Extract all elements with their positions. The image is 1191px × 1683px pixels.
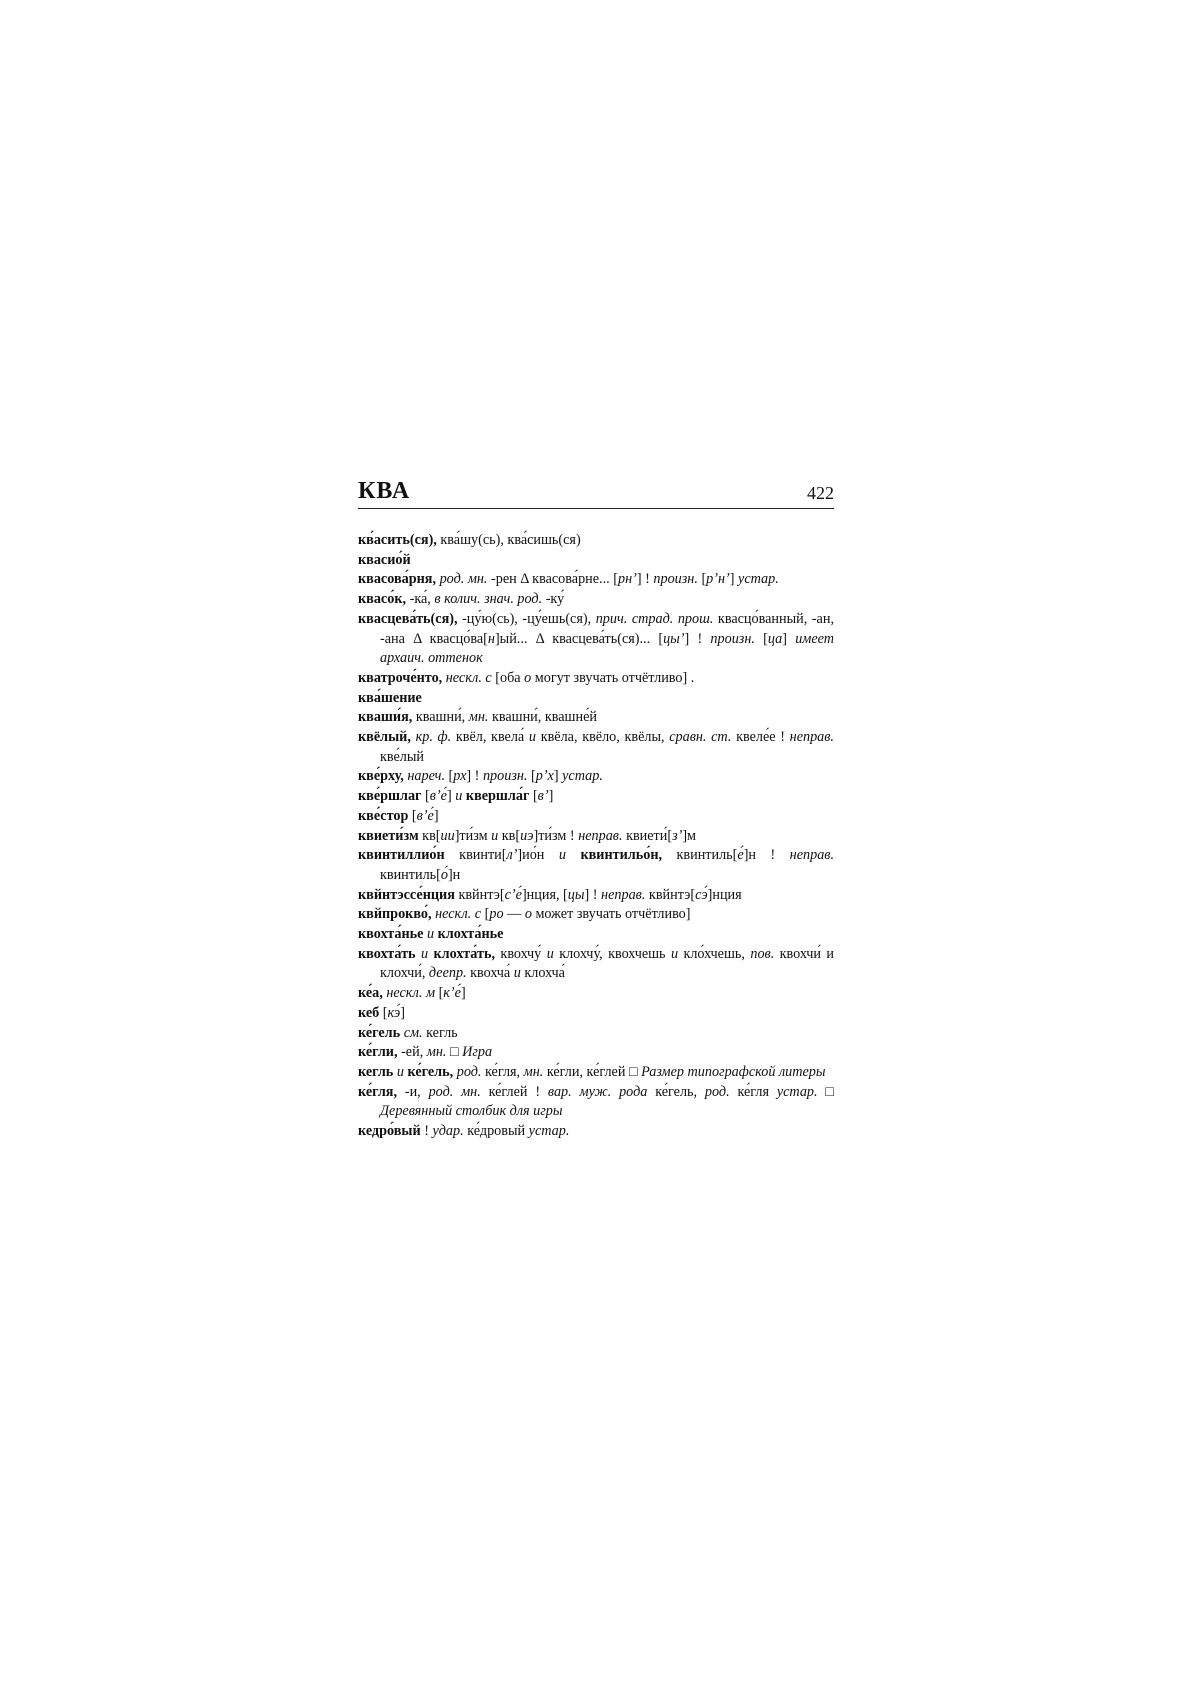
dictionary-entry: ке́гель см. кегль (358, 1024, 458, 1041)
dictionary-entry: квохта́ть и клохта́ть, квохчу́ и клохчу́, квохчешь и кло́хчешь, пов. квохчи́ и клохчи́, деепр. квохча́ и клохча́ (358, 945, 835, 982)
dictionary-entry: квиети́зм кв[ии]ти́зм и кв[иэ]ти́зм ! неправ. квиети́[зʼ]м (358, 827, 697, 844)
dictionary-entry: кв́асить(ся), ква́шу(сь), ква́сишь(ся) (358, 532, 581, 548)
dictionary-entry: кве́стор [вʼе́] (358, 807, 439, 824)
page-number: 422 (807, 483, 834, 503)
page-header (358, 478, 834, 509)
dictionary-entry: квёлый, кр. ф. квёл, квела́ и квёла, квёло, квёлы, сравн. ст. квеле́е ! неправ. кве́лый (358, 729, 834, 765)
dictionary-entry: кваши́я, квашни́, мн. квашни́, квашне́й (358, 709, 597, 726)
dictionary-entry: квасио́й (358, 551, 411, 568)
dictionary-entry: ке́а, нескл. м [кʼе́] (358, 985, 466, 1002)
dictionary-entry: кве́ршлаг [вʼе́] и квершла́г [вʼ] (358, 788, 554, 805)
running-head: КВА (358, 478, 411, 504)
dictionary-entry: квасова́рня, род. мн. -рен Δ квасова́рне... [рнʼ] ! произн. [рʼнʼ] устар. (358, 571, 779, 588)
dictionary-entry: квйнтэссе́нция квйнтэ[сʼе́]нция, [цы] ! неправ. квйнтэ[сэ́]нция (358, 886, 742, 903)
dictionary-entry: кедро́вый ! удар. ке́дровый устар. (358, 1123, 570, 1140)
dictionary-entry: квинтиллио́н квинти[лʼ]ио́н и квинтильо́н, квинтиль[е́]н ! неправ. квинтиль[о́]н (358, 847, 834, 883)
dictionary-entry: квасцева́ть(ся), -цу́ю(сь), -цу́ешь(ся), прич. страд. прош. квасцо́ванный, -ан, -ана Δ квасцо́ва[н]ый... Δ квасцева́ть(ся)... [цыʼ] ! произн. [ца] имеет архаич. оттенок (358, 610, 834, 667)
dictionary-entry: кеб [кэ́] (358, 1004, 405, 1021)
dictionary-entry: кватроче́нто, нескл. с [оба о могут звучать отчётливо] . (358, 669, 695, 686)
dictionary-page (358, 478, 834, 1142)
dictionary-entry: квйпрокво́, нескл. с [ро — о может звучать отчётливо] (358, 906, 691, 923)
dictionary-entry: кегль и ке́гель, род. ке́гля, мн. ке́гли, ке́глей □ Размер типографской литеры (358, 1063, 826, 1080)
dictionary-entry: кве́рху, нареч. [рх] ! произн. [рʼх] устар. (358, 768, 603, 785)
entries-list (358, 531, 834, 1142)
dictionary-entry: квасо́к, -ка́, в колич. знач. род. -ку́ (358, 591, 565, 608)
dictionary-entry: ква́шение (358, 689, 422, 706)
dictionary-entry: квохта́нье и клохта́нье (358, 926, 504, 943)
dictionary-entry: ке́гли, -ей, мн. □ Игра (358, 1044, 493, 1061)
dictionary-entry: ке́гля, -и, род. мн. ке́глей ! вар. муж. рода ке́гель, род. ке́гля устар. □ Деревянный столбик для игры (358, 1083, 834, 1120)
